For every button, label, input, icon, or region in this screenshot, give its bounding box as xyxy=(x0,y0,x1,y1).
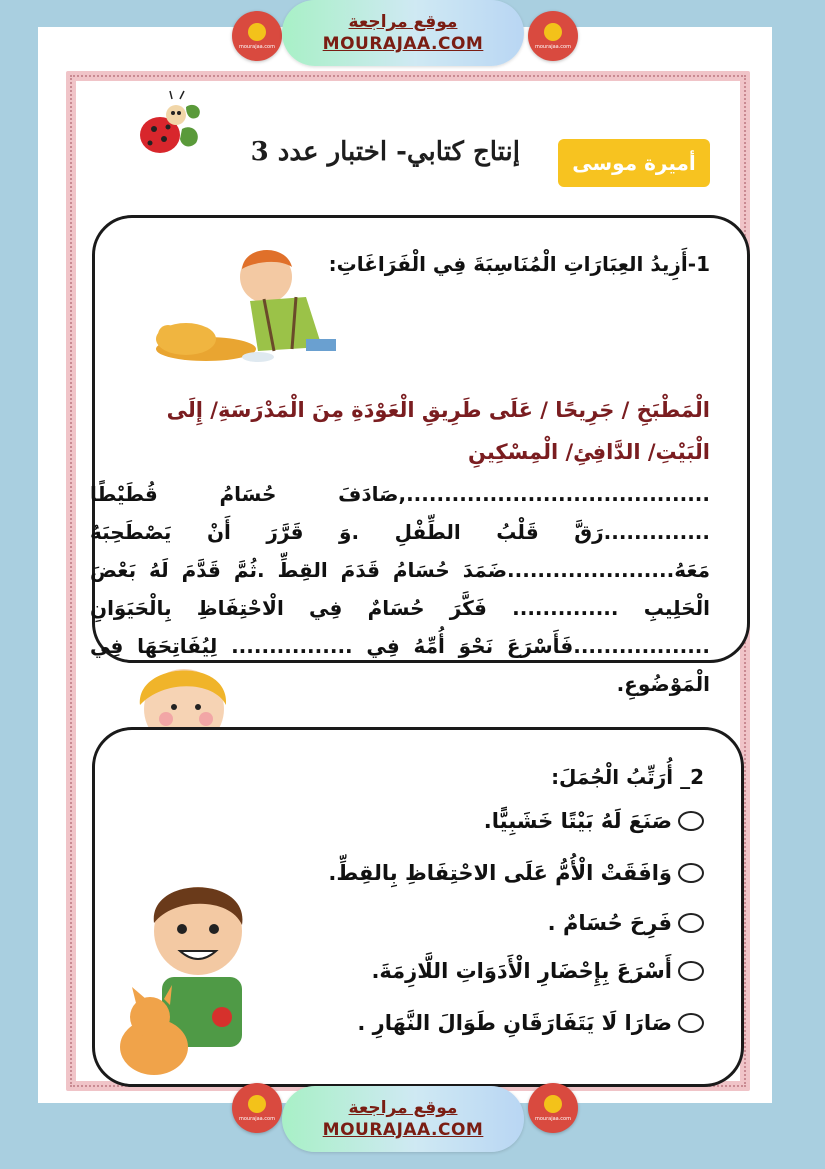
sentence-text: فَرِحَ حُسَامٌ . xyxy=(547,911,672,935)
ladybug-illustration xyxy=(136,89,210,161)
site-name-en: MOURAJAA.COM xyxy=(322,1120,484,1140)
boy-feeding-cat-illustration xyxy=(146,239,346,364)
cloud-bullet-icon xyxy=(678,1013,704,1033)
site-name-ar: موقع مراجعة xyxy=(348,1098,458,1118)
sentence-text: وَافَقَتْ الْأُمُّ عَلَى الاحْتِفَاظِ بِالقِطِّ. xyxy=(328,861,672,885)
sentence-item xyxy=(328,861,704,885)
sentence-text: صَنَعَ لَهُ بَيْتًا خَشَبِيًّا. xyxy=(483,809,672,833)
site-logo-right-bottom: mourajaa.com xyxy=(528,1083,578,1133)
sentence-item xyxy=(371,959,704,983)
cloud-bullet-icon xyxy=(678,811,704,831)
sentence-item xyxy=(548,911,704,935)
boy-with-cat-illustration xyxy=(118,867,268,1087)
word-bank: الْمَطْبَخِ / جَرِيحًا / عَلَى طَرِيقِ الْعَوْدَةِ مِنَ الْمَدْرَسَةِ/ إِلَى الْبَيْتِ/ الدَّافِئِ/ الْمِسْكِينِ xyxy=(166,398,710,464)
cloud-bullet-icon xyxy=(678,913,704,933)
sentence-text: صَارَا لَا يَتَفَارَقَانِ طَوَالَ النَّهَارِ . xyxy=(357,1011,672,1035)
cloud-bullet-icon xyxy=(678,961,704,981)
teacher-name-badge: أميرة موسى xyxy=(558,139,710,187)
sentence-item xyxy=(484,809,704,833)
sentence-text: أَسْرَعَ بِإِحْضَارِ الْأَدَوَاتِ اللَّازِمَةَ. xyxy=(371,959,672,983)
site-name-en: MOURAJAA.COM xyxy=(322,34,484,54)
sentence-item xyxy=(357,1011,704,1035)
question-1-title: 1-أَزِيدُ العِبَارَاتِ الْمُنَاسِبَةَ فِي الْفَرَاغَاتِ: xyxy=(328,252,710,276)
site-logo-left-bottom: mourajaa.com xyxy=(232,1083,282,1133)
question-2-title: 2_ أُرَتِّبُ الْجُمَلَ: xyxy=(551,765,704,789)
site-logo-left: mourajaa.com xyxy=(232,11,282,61)
fill-in-paragraph: ........................................,صَادَفَ حُسَامُ قُطَيْطًا ..............رَقَّ قَلْبُ الطِّفْلِ .وَ قَرَّرَ أَنْ يَصْطَحِبَهُ مَعَهُ......................ضَمَدَ حُسَامُ قَدَمَ القِطِّ .ثُمَّ قَدَّمَ لَهُ بَعْضَ الْحَلِيبِ .............. فَكَّرَ حُسَامٌ فِي الْاحْتِفَاظِ بِالْحَيَوَانِ ..................فَأَسْرَعَ نَحْوَ أُمِّهُ فِي ................ لِيُفَاتِحَهَا فِي الْمَوْضُوعِ. xyxy=(90,482,710,696)
worksheet xyxy=(38,27,772,1103)
worksheet-title: إنتاج كتابي- اختبار عدد 3 xyxy=(250,137,520,167)
site-logo-right: mourajaa.com xyxy=(528,11,578,61)
cloud-bullet-icon xyxy=(678,863,704,883)
site-banner-bottom[interactable] xyxy=(282,1086,524,1152)
site-banner-top[interactable] xyxy=(282,0,524,66)
site-name-ar: موقع مراجعة xyxy=(348,12,458,32)
